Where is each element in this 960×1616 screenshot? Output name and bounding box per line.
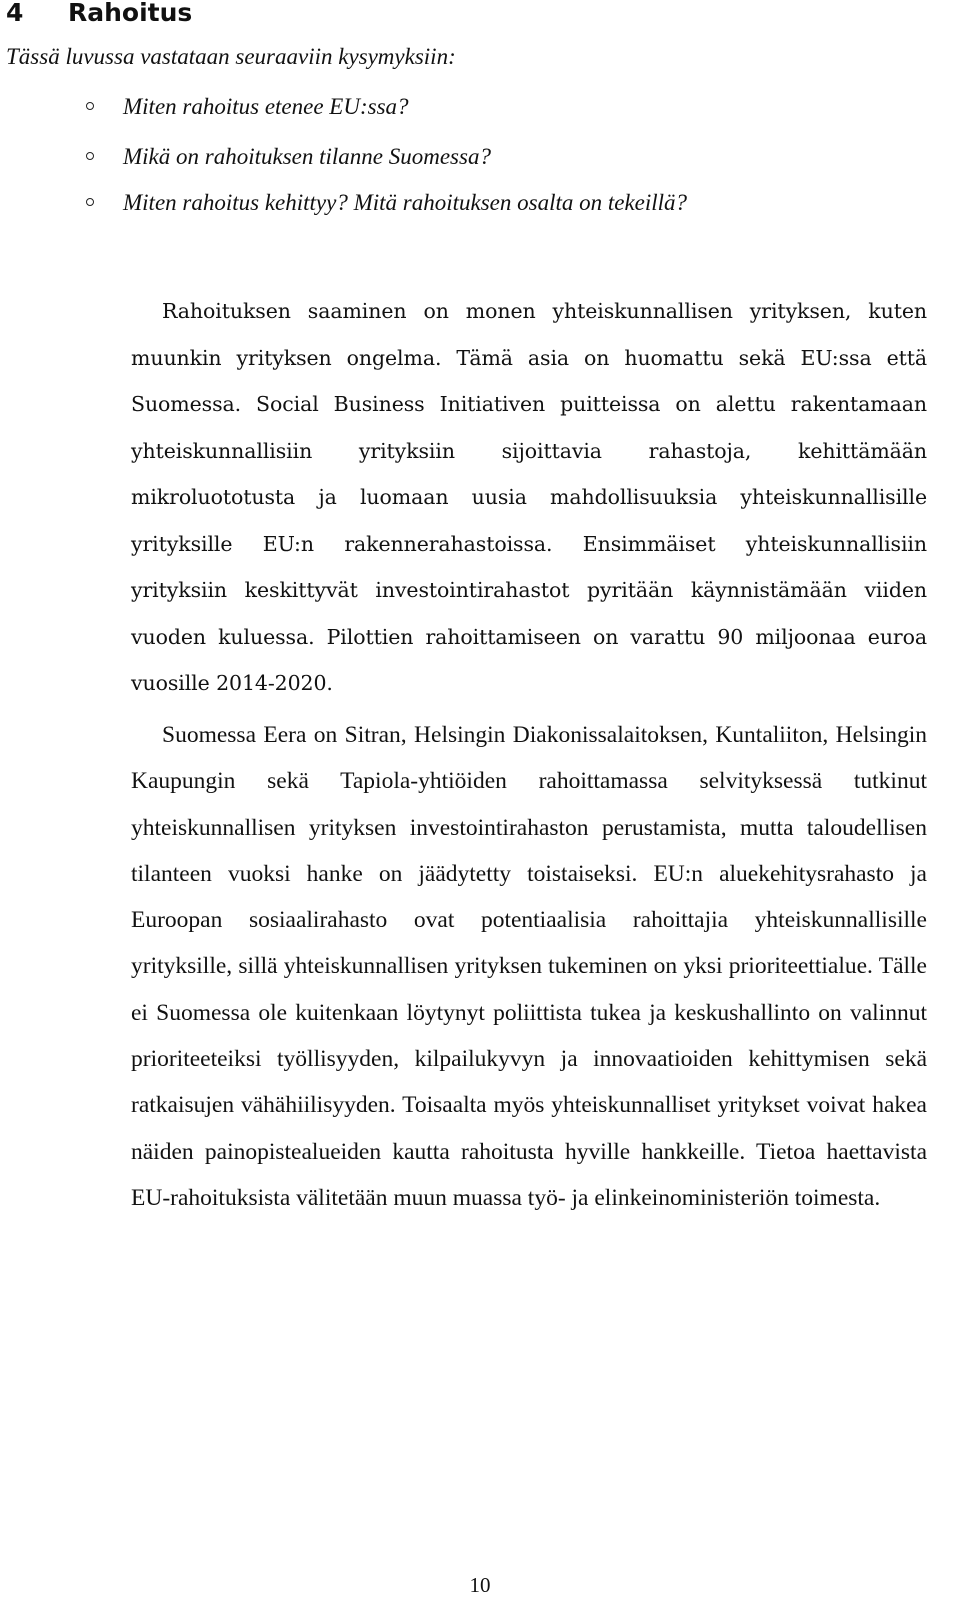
circle-bullet-icon <box>86 198 94 206</box>
chapter-heading <box>6 0 192 28</box>
question-text: Mikä on rahoituksen tilanne Suomessa? <box>123 144 491 169</box>
paragraph-text: Rahoituksen saaminen on monen yhteiskunnallisen yrityksen, kuten muunkin yrityksen ongelma. Tämä asia on huomattu sekä EU:ssa että Suomessa. Social Business Initiativen puitteissa on alettu rakentamaan yhteiskunnallisiin yrityksiin sijoittavia rahastoja, kehittämään mikroluototusta ja luomaan uusia mahdollisuuksia yhteiskunnallisille yrityksille EU:n rakennerahastoissa. Ensimmäiset yhteiskunnallisiin yrityksiin keskittyvät investointirahastot pyritään käynnistämään viiden vuoden kuluessa. Pilottien rahoittamiseen on varattu 90 miljoonaa euroa vuosille 2014-2020. <box>131 299 927 695</box>
circle-bullet-icon <box>86 152 94 160</box>
intro-text: Tässä luvussa vastataan seuraaviin kysymyksiin: <box>6 44 456 69</box>
paragraph-text: Suomessa Eera on Sitran, Helsingin Diakonissalaitoksen, Kuntaliiton, Helsingin Kaupungin sekä Tapiola-yhtiöiden rahoittamassa selvityksessä tutkinut yhteiskunnallisen yrityksen investointirahaston perustamista, mutta taloudellisen tilanteen vuoksi hanke on jäädytetty toistaiseksi. EU:n aluekehitysrahasto ja Euroopan sosiaalirahasto ovat potentiaalisia rahoittajia yhteiskunnallisille yrityksille, sillä yhteiskunnallisen yrityksen tukeminen on yksi prioriteettialue. Tälle ei Suomessa ole kuitenkaan löytynyt poliittista tukea ja keskushallinto on valinnut prioriteeteiksi työllisyyden, kilpailukyvyn ja innovaatioiden kehittymisen sekä ratkaisujen vähähiilisyyden. Toisaalta myös yhteiskunnalliset yritykset voivat hakea näiden painopistealueiden kautta rahoitusta hyville hankkeille. Tietoa haettavista EU-rahoituksista välitetään muun muassa työ- ja elinkeinoministeriön toimesta. <box>131 722 927 1211</box>
circle-bullet-icon <box>86 102 94 110</box>
page-number: 10 <box>469 1573 491 1597</box>
chapter-title: Rahoitus <box>68 0 193 27</box>
chapter-number: 4 <box>6 0 24 27</box>
question-text: Miten rahoitus kehittyy? Mitä rahoituksen osalta on tekeillä? <box>123 190 688 215</box>
question-text: Miten rahoitus etenee EU:ssa? <box>123 94 409 119</box>
body-paragraph <box>131 712 927 1221</box>
body-paragraph <box>131 288 927 707</box>
